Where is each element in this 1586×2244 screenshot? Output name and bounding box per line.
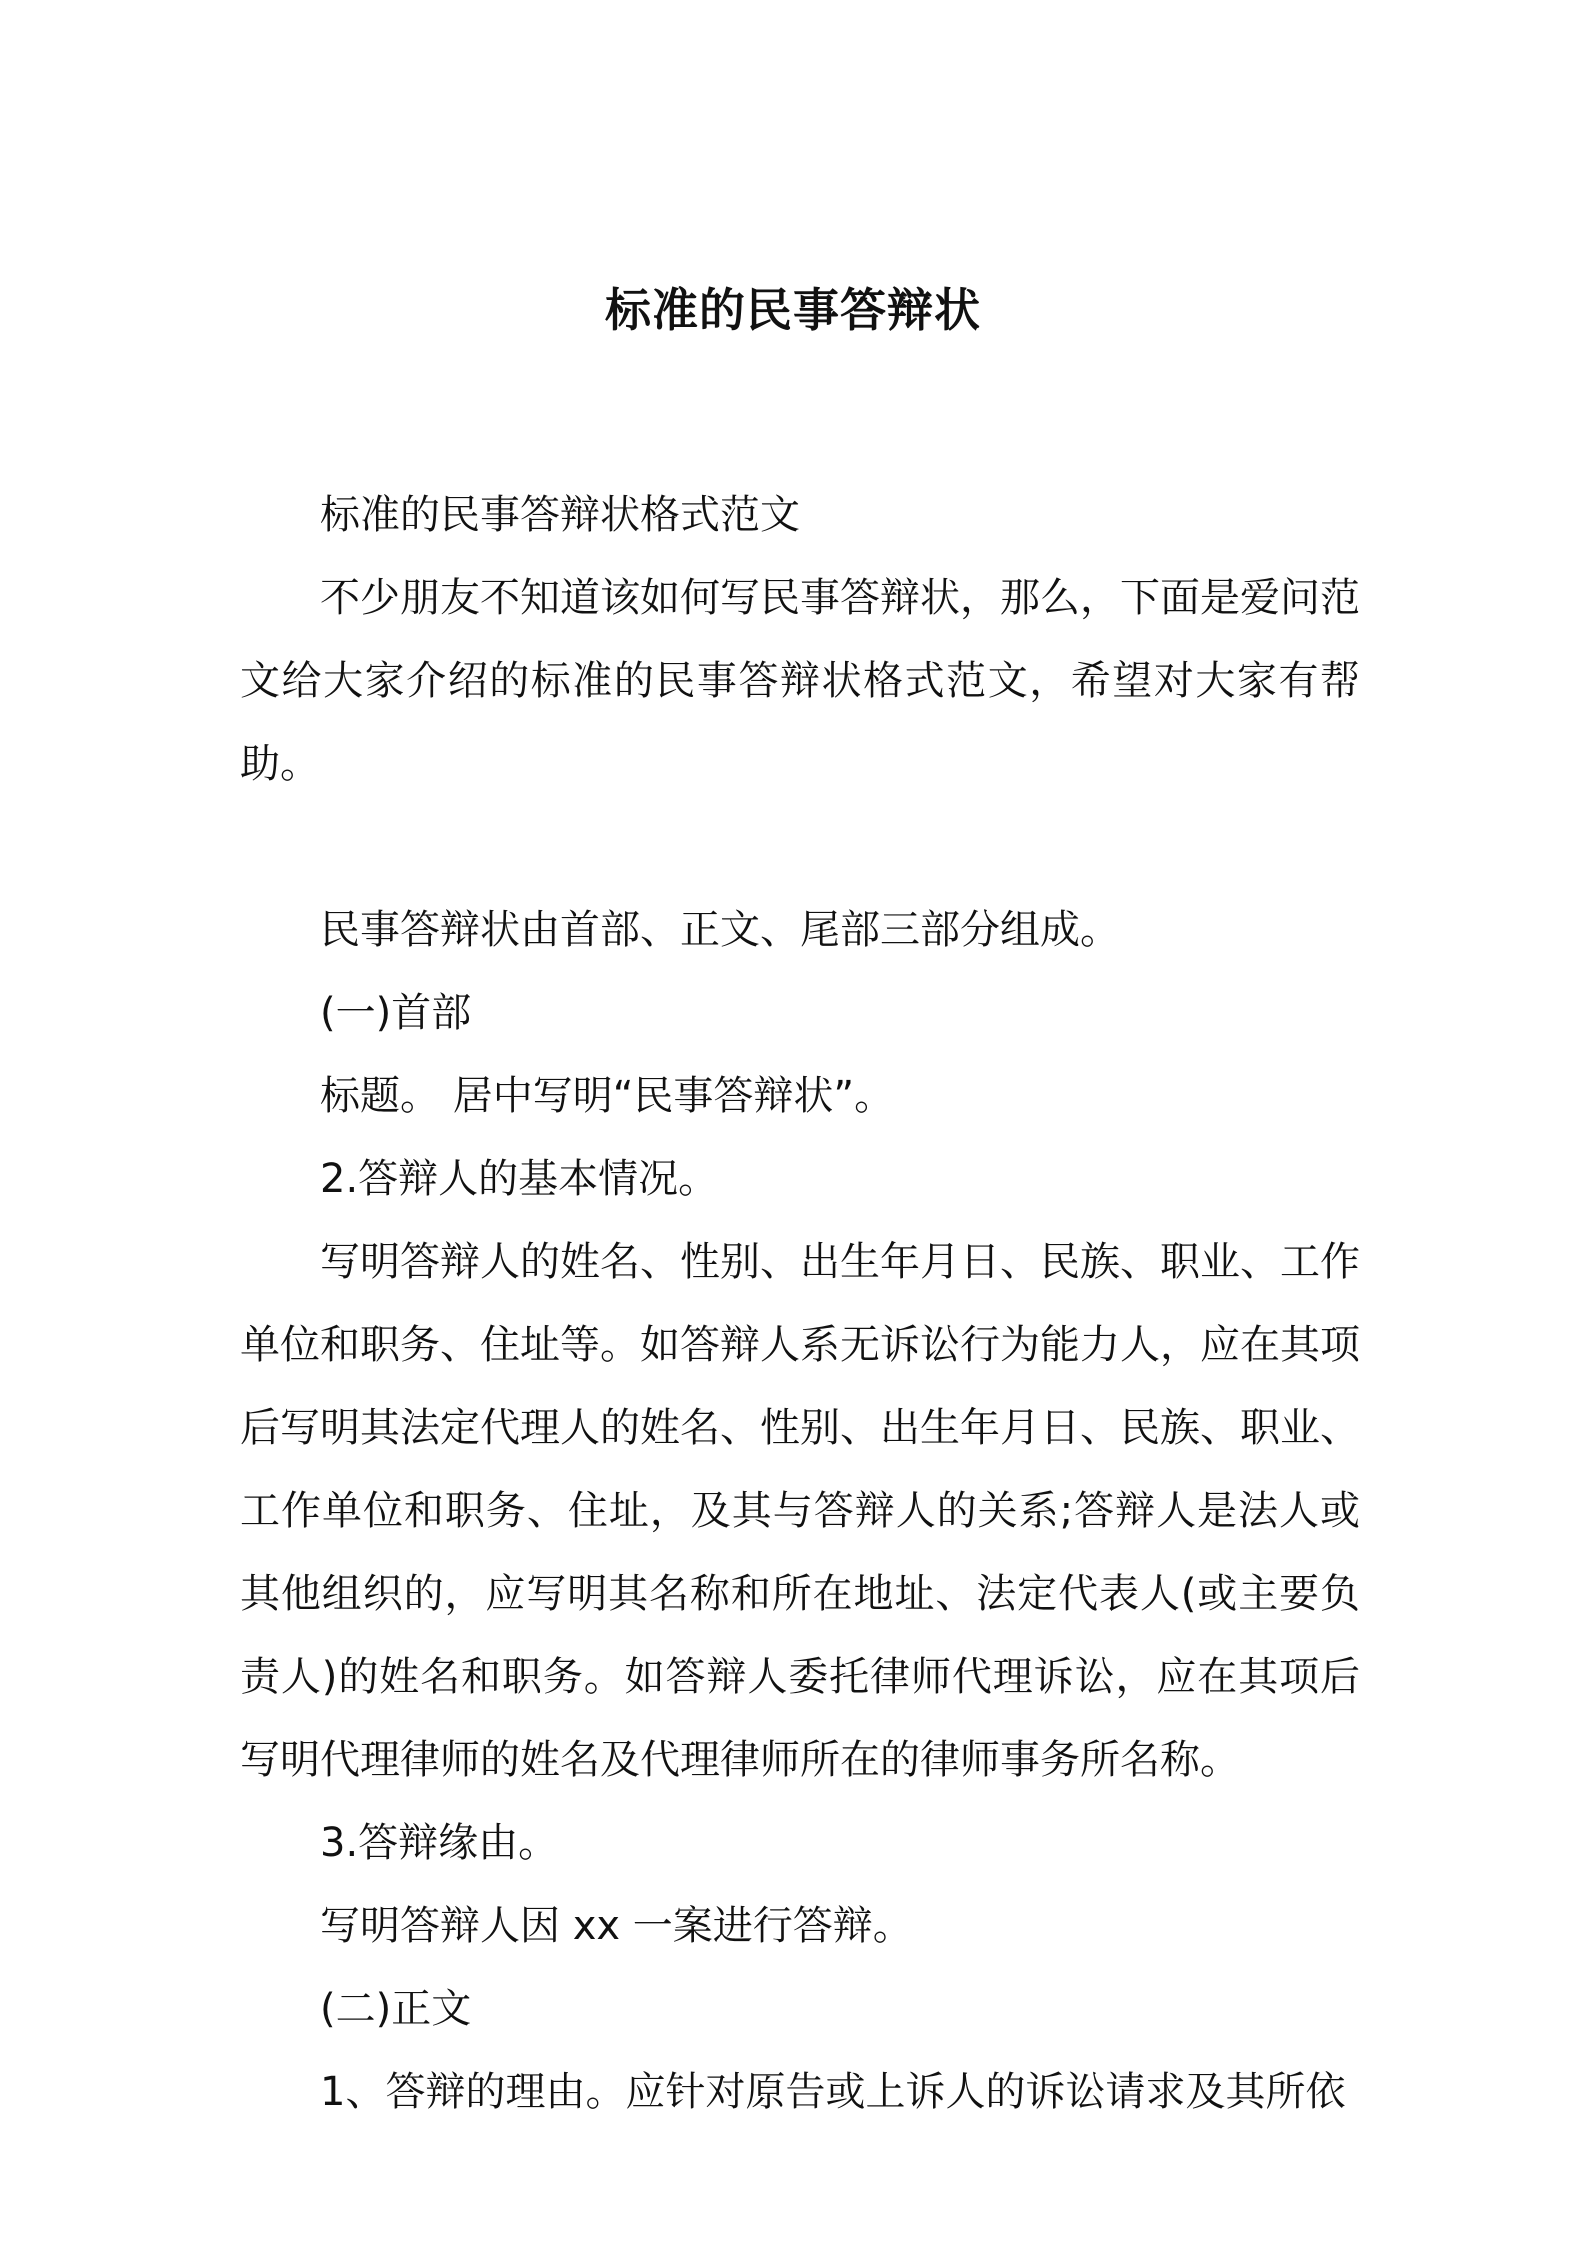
paragraph-title-item: 标题。 居中写明“民事答辩状”。 <box>320 1073 895 1119</box>
paragraph-main-item-1: 1、答辩的理由。应针对原告或上诉人的诉讼请求及其所依 <box>320 2069 1346 2115</box>
blank-line <box>240 806 1360 889</box>
paragraph-structure: 民事答辩状由首部、正文、尾部三部分组成。 <box>320 907 1120 953</box>
paragraph-item-3-body: 写明答辩人因 xx 一案进行答辩。 <box>320 1903 913 1949</box>
paragraph-subtitle: 标准的民事答辩状格式范文 <box>320 492 800 538</box>
document-title: 标准的民事答辩状 <box>605 282 981 337</box>
section-heading-header: (一)首部 <box>320 990 472 1036</box>
paragraph-item-2-heading: 2.答辩人的基本情况。 <box>320 1156 719 1202</box>
document-body <box>240 474 1360 2134</box>
paragraph-item-3-heading: 3.答辩缘由。 <box>320 1820 559 1866</box>
paragraph-intro: 不少朋友不知道该如何写民事答辩状，那么，下面是爱问范文给大家介绍的标准的民事答辩状格式范文，希望对大家有帮助。 <box>240 575 1360 787</box>
section-heading-main: (二)正文 <box>320 1986 472 2032</box>
paragraph-item-2-body: 写明答辩人的姓名、性别、出生年月日、民族、职业、工作单位和职务、住址等。如答辩人系无诉讼行为能力人，应在其项后写明其法定代理人的姓名、性别、出生年月日、民族、职业、工作单位和职务、住址，及其与答辩人的关系;答辩人是法人或其他组织的，应写明其名称和所在地址、法定代表人(或主要负责人)的姓名和职务。如答辩人委托律师代理诉讼，应在其项后写明代理律师的姓名及代理律师所在的律师事务所名称。 <box>240 1239 1360 1783</box>
